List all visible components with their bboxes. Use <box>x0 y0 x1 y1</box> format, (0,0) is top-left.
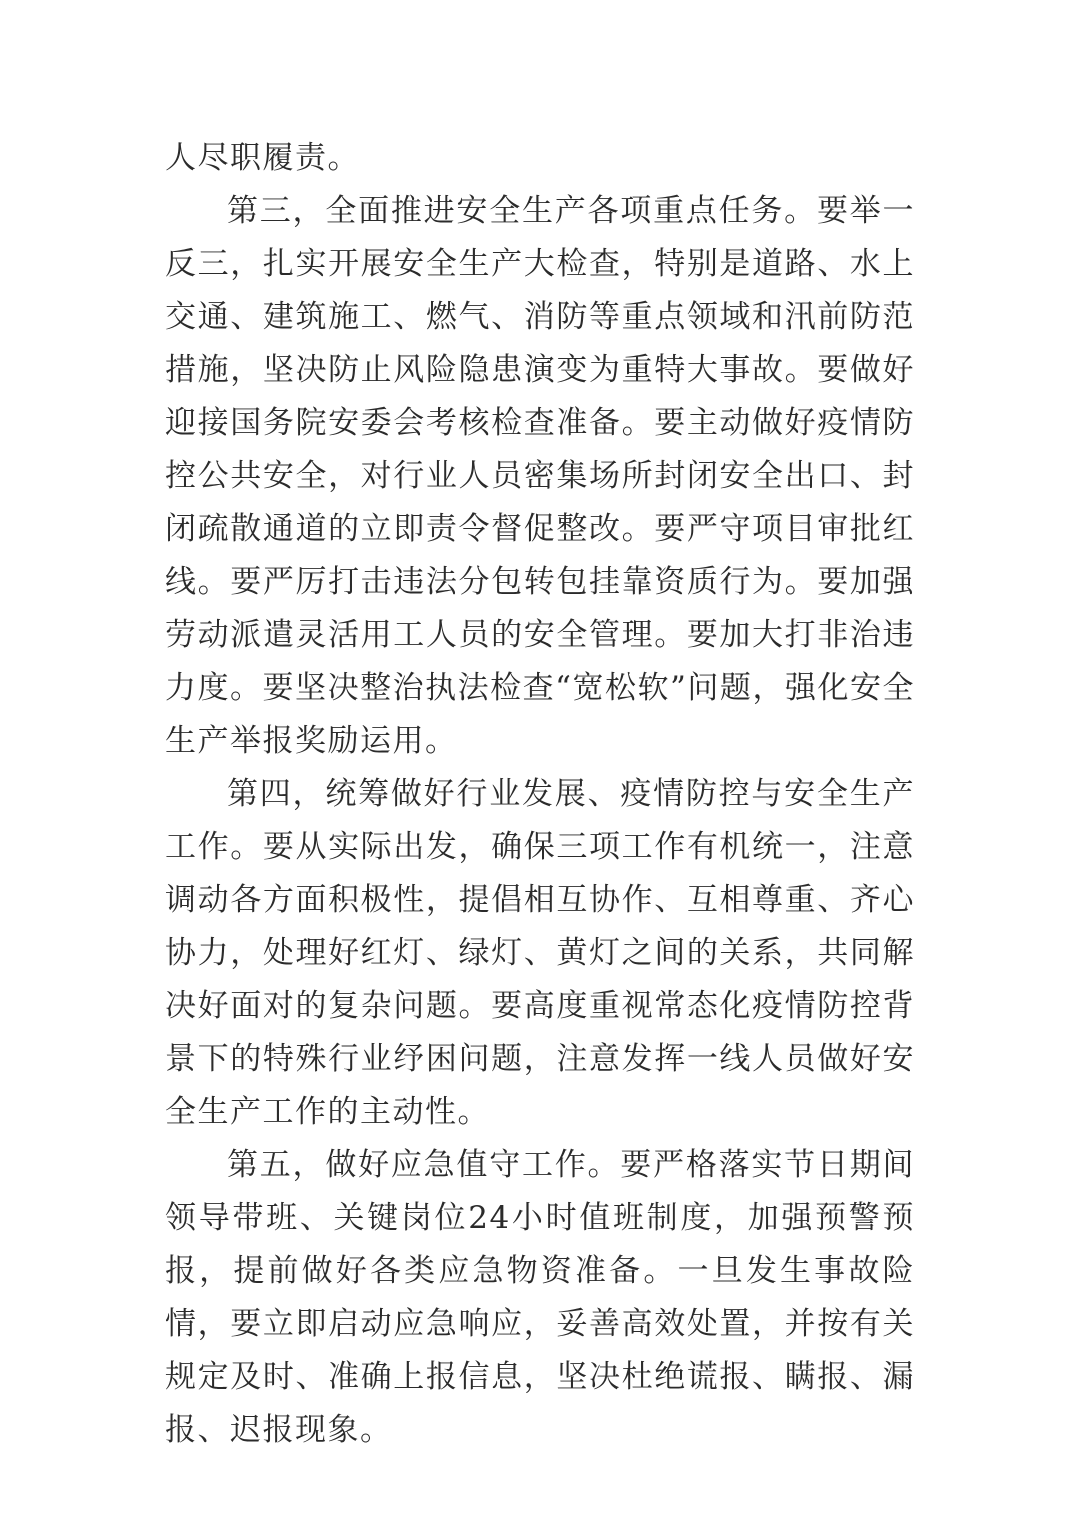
paragraph-fourth-point: 第四，统筹做好行业发展、疫情防控与安全生产工作。要从实际出发，确保三项工作有机统一，注意调动各方面积极性，提倡相互协作、互相尊重、齐心协力，处理好红灯、绿灯、黄灯之间的关系，共同解决好面对的复杂问题。要高度重视常态化疫情防控背景下的特殊行业纾困问题，注意发挥一线人员做好安全生产工作的主动性。 <box>165 776 915 1130</box>
document-body <box>165 132 915 1457</box>
paragraph-continuation: 人尽职履责。 <box>165 140 360 176</box>
paragraph-third-point: 第三，全面推进安全生产各项重点任务。要举一反三，扎实开展安全生产大检查，特别是道路、水上交通、建筑施工、燃气、消防等重点领域和汛前防范措施，坚决防止风险隐患演变为重特大事故。要做好迎接国务院安委会考核检查准备。要主动做好疫情防控公共安全，对行业人员密集场所封闭安全出口、封闭疏散通道的立即责令督促整改。要严守项目审批红线。要严厉打击违法分包转包挂靠资质行为。要加强劳动派遣灵活用工人员的安全管理。要加大打非治违力度。要坚决整治执法检查“宽松软”问题，强化安全生产举报奖励运用。 <box>165 193 915 759</box>
paragraph-fifth-point: 第五，做好应急值守工作。要严格落实节日期间领导带班、关键岗位24小时值班制度，加强预警预报，提前做好各类应急物资准备。一旦发生事故险情，要立即启动应急响应，妥善高效处置，并按有关规定及时、准确上报信息，坚决杜绝谎报、瞒报、漏报、迟报现象。 <box>165 1147 915 1448</box>
